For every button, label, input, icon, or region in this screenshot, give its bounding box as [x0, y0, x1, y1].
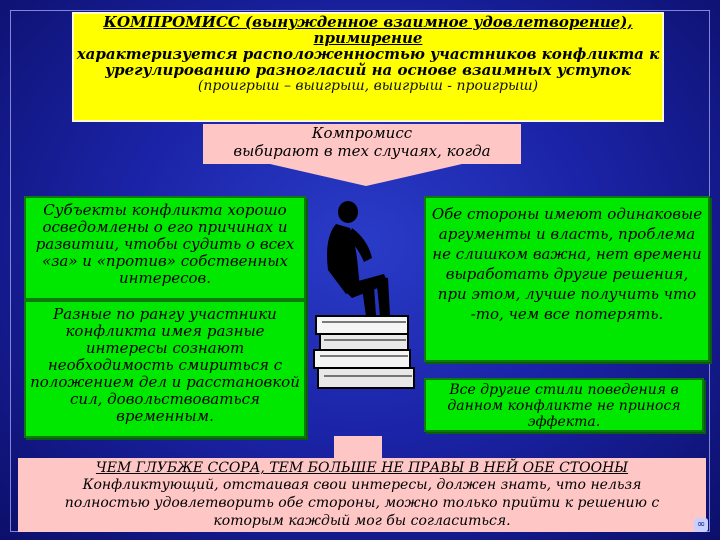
conclusion-line-3: которым каждый мог бы согласиться.	[213, 513, 511, 529]
condition-box-right-1	[424, 196, 710, 362]
text-line: аргументы и власть, проблема	[438, 225, 696, 243]
description-line-1: характеризуется расположенностью участников конфликта к	[76, 45, 660, 63]
subheader-line-2: выбирают в тех случаях, когда	[233, 142, 491, 160]
text-line: «за» и «против» собственных	[42, 252, 288, 270]
text-line: положением дел и расстановкой	[30, 373, 300, 391]
title-line-2: примирение	[313, 29, 423, 47]
condition-box-left-2	[24, 300, 306, 438]
thinker-on-books-illustration	[306, 198, 422, 394]
nav-icon[interactable]: ∞	[694, 518, 708, 532]
text-line: сил, довольствоваться	[70, 390, 260, 408]
text-line: необходимость смириться с	[47, 356, 283, 374]
text-line: -то, чем все потерять.	[470, 305, 664, 323]
description-line-2: урегулированию разногласий на основе взаимных уступок	[105, 61, 631, 79]
definition-box	[72, 12, 664, 122]
conclusion-headline: ЧЕМ ГЛУБЖЕ ССОРА, ТЕМ БОЛЬШЕ НЕ ПРАВЫ В НЕЙ ОБЕ СТООНЫ	[95, 460, 629, 476]
text-line: конфликта имея разные	[65, 322, 265, 340]
subheader-line-1: Компромисс	[311, 124, 413, 142]
title-line-1: КОМПРОМИСС (вынужденное взаимное удовлетворение),	[103, 13, 633, 31]
conclusion-line-2: полностью удовлетворить обе стороны, можно только прийти к решению с	[64, 495, 660, 511]
bottom-arrow-stem	[334, 436, 382, 458]
text-line: интересов.	[118, 269, 212, 287]
condition-box-right-2	[424, 378, 704, 432]
text-line: Субъекты конфликта хорошо	[43, 201, 287, 219]
conclusion-line-1: Конфликтующий, отстаивая свои интересы, должен знать, что нельзя	[82, 477, 642, 493]
down-arrow	[270, 164, 462, 186]
conclusion-box	[18, 458, 706, 532]
condition-box-left-1	[24, 196, 306, 300]
text-line: выработать другие решения,	[445, 265, 689, 283]
outcome-note: (проигрыш – выигрыш, выигрыш - проигрыш)	[197, 78, 539, 94]
text-line: эффекта.	[527, 414, 601, 430]
text-line: интересы сознают	[85, 339, 245, 357]
text-line: Все другие стили поведения в	[449, 382, 679, 398]
text-line: временным.	[116, 407, 214, 425]
text-line: при этом, лучше получить что	[437, 285, 697, 303]
subheader-box	[203, 124, 521, 164]
text-line: Обе стороны имеют одинаковые	[431, 205, 703, 223]
text-line: данном конфликте не принося	[447, 398, 681, 414]
text-line: развитии, чтобы судить о всех	[35, 235, 295, 253]
text-line: не слишком важна, нет времени	[432, 245, 702, 263]
text-line: осведомлены о его причинах и	[42, 218, 288, 236]
text-line: Разные по рангу участники	[53, 305, 277, 323]
